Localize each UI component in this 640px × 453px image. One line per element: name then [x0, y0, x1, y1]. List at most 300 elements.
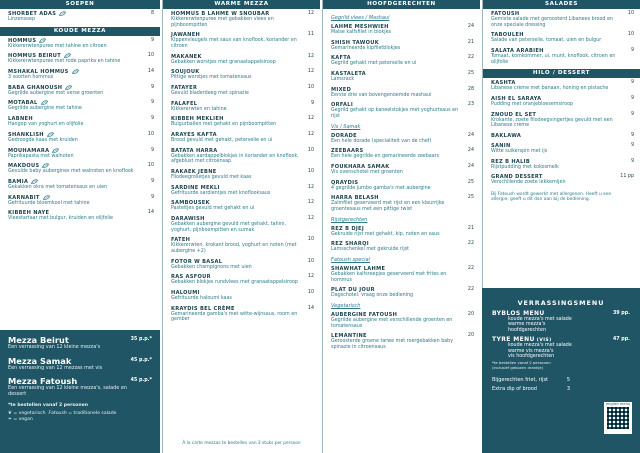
item-price: 9 — [150, 100, 154, 106]
menu-item — [171, 274, 314, 286]
item-name: GRAND DESSERT — [491, 174, 543, 181]
item-description: Pasteitjes gevuld met gehakt en ui — [171, 206, 255, 212]
item-description: Paprikapasta met walnoten — [8, 153, 74, 159]
item-description: Gefrituurde bloemkool met tahine — [8, 200, 90, 206]
menu-item — [491, 174, 634, 186]
item-price: 12 — [307, 200, 314, 206]
menu-item — [171, 200, 314, 212]
item-price: 25 — [467, 179, 474, 185]
item-name: FATAYER — [171, 84, 198, 91]
item-price: 10 — [307, 84, 314, 90]
menu-item — [171, 237, 314, 254]
salades-list — [483, 9, 640, 65]
item-description: Gebakken blokjes rundvlees met granaatappelsiroop — [171, 280, 298, 286]
item-name: RAKAEK JEBNE — [171, 168, 217, 175]
menu-item — [491, 133, 634, 139]
menu-item — [331, 312, 474, 329]
menu-item — [331, 102, 474, 119]
item-name: KRAYDIS BEL CRÈME — [171, 305, 235, 312]
item-name: MAKANEK — [171, 53, 202, 60]
vegetarian-leaf-icon — [64, 53, 71, 58]
surprise-menu-line: koude mezza's met salade — [508, 317, 572, 322]
english-menu-qr[interactable] — [604, 402, 632, 434]
item-name: KIBBEH MEKLIEH — [171, 116, 224, 123]
item-description: Libanese crème met banaan, honing en pistache — [491, 86, 609, 92]
item-price: 25 — [467, 71, 474, 77]
item-price: 24 — [467, 148, 474, 154]
mezza-menu — [8, 357, 152, 372]
mezza-price: 35 p.p.* — [130, 337, 152, 342]
mezza-description: Een verrassing van 12 mezzas met vis — [8, 364, 103, 371]
item-description: Bulgurballen met gehakt en pijnboompitten — [171, 122, 277, 128]
item-name: ZEEBAARS — [331, 148, 364, 155]
item-name: HARRA BELASH — [331, 195, 379, 202]
item-description: Lamsrack — [331, 77, 355, 83]
item-price: 9 — [630, 80, 634, 86]
legend — [8, 411, 152, 423]
item-name: AISH EL SARAYA — [491, 95, 542, 102]
vegetarian-leaf-icon — [65, 85, 72, 90]
qr-code-icon — [607, 407, 629, 429]
item-name: HALOUMI — [171, 289, 200, 296]
item-description: Lamsschenkel met gekruide rijst — [331, 247, 410, 253]
item-price: 10 — [627, 11, 634, 16]
item-description: Gemarineerde kipfiletblokjes — [331, 45, 401, 51]
surprise-menu-title: BYBLOS MENU — [492, 310, 545, 317]
item-price: 25 — [467, 195, 474, 201]
item-price: 12 — [307, 116, 314, 122]
legend-trad: = traditionele salade — [68, 411, 117, 417]
surprise-menu-sub: (VIS) — [534, 338, 552, 344]
menu-item — [171, 69, 314, 81]
menu-item — [171, 11, 314, 28]
item-price: 24 — [467, 132, 474, 138]
item-name: REZ B DJEJ — [331, 225, 365, 232]
item-description: Een hele gegrilde en gemarineerde zeebaars — [331, 154, 440, 160]
section-header-salades: SALADES — [483, 0, 640, 9]
item-price: 8 — [150, 11, 154, 16]
item-name: LEMANTINE — [331, 333, 367, 340]
item-description: Eerste drie van bovengenoemde mashaui — [331, 92, 432, 98]
menu-item — [8, 179, 154, 191]
item-description: Hangop van yoghurt en olijfolie — [8, 122, 84, 128]
allergy-note: Bij Fatoush wordt gewerkt met allergenen. Heeft u een allergie, geeft u dit dan aan bij de bediening. — [491, 192, 612, 203]
menu-item — [8, 53, 154, 65]
mezza-description: Een verrassing van 12 kleine mezza's — [8, 344, 101, 350]
item-name: SARDINE MEKLI — [171, 184, 220, 191]
item-description: Verschillende zoete lekkernijen — [491, 180, 566, 186]
item-name: SHAWHAT LAHME — [331, 266, 386, 273]
menu-item — [171, 259, 314, 271]
item-price: 9 — [310, 100, 314, 106]
legend-vegan: = vegan — [13, 417, 33, 423]
menu-item — [331, 24, 474, 36]
item-name: RAS ASFOUR — [171, 274, 211, 281]
item-price: 10 — [307, 289, 314, 295]
item-name: REZ B HALIB — [491, 158, 531, 165]
item-description: Een hele dorade (specialiteit van de chef) — [331, 138, 432, 144]
menu-item — [331, 287, 474, 299]
item-name: DARAWISH — [171, 216, 205, 223]
item-description: Pittige worstjes met tomatensaus — [171, 75, 252, 81]
verrassing-note1: *te bestellen vanaf 2 personen — [492, 360, 551, 366]
subsection-title: Rijstgerechten — [331, 216, 368, 223]
menu-item — [8, 11, 154, 23]
menu-item — [331, 241, 474, 253]
item-name: SANIN — [491, 143, 511, 149]
item-price: 10 — [307, 258, 314, 264]
menu-item — [491, 80, 634, 92]
surprise-menu-price: 39 pp. — [612, 311, 630, 316]
menu-item — [331, 40, 474, 52]
item-name: BAMIA — [8, 179, 140, 185]
item-price: 20 — [467, 333, 474, 339]
hoofdgerechten-list — [323, 9, 480, 351]
vegetarian-leaf-icon — [52, 148, 59, 153]
item-price: 22 — [467, 266, 474, 272]
menu-item — [491, 159, 634, 171]
item-price: 12 — [307, 274, 314, 280]
item-price: 23 — [467, 102, 474, 108]
item-description: Brood gevuld met gehakt, peterselie en ui — [171, 138, 273, 143]
item-name: SHISH TAWOUK — [331, 39, 379, 46]
item-description: Gebakken aubergine gevuld met gehakt, tahini, yoghurt, pijnboompitten en sumak — [171, 222, 286, 233]
item-description: Gebakken kalfsreepjes geserveerd met frites en hommus — [331, 272, 447, 283]
item-name: BAKLAWA — [491, 132, 522, 139]
mezza-menu — [8, 377, 152, 397]
item-description: Gebakken aardappelblokjes in koriander en knoflook, afgeblust met citroensap — [171, 153, 299, 165]
menu-item — [8, 148, 154, 160]
item-price: 10 — [307, 168, 314, 174]
item-name: KAFTA — [331, 55, 351, 62]
mezza-description: Een verrassing van 12 kleine mezza's, salade en dessert — [8, 385, 127, 397]
extras-list — [482, 377, 640, 392]
menu-item — [8, 38, 154, 50]
item-price: 9 — [630, 132, 634, 138]
item-name: QRAYDIS — [331, 179, 359, 186]
item-name: PLAT DU JOUR — [331, 287, 375, 294]
item-description: Gedroogde kaas met kruiden — [8, 137, 78, 143]
menu-item — [171, 116, 314, 128]
vegetarian-leaf-icon — [43, 195, 50, 200]
surprise-menu-line: warme vis mezza's — [508, 348, 554, 354]
menu-item — [8, 85, 154, 97]
item-name: FALAFEL — [171, 100, 198, 107]
item-price: 11 — [307, 32, 314, 38]
section-header-soepen: SOEPEN — [0, 0, 160, 9]
legend-fatoush: Fatoush — [48, 411, 67, 417]
item-description: 3 soorten hommus — [8, 75, 54, 81]
verrassing-note2: (inclusief gekozen drankje) — [492, 365, 544, 371]
subsection-title: Fatoush special — [331, 257, 370, 264]
mezza-note: *te bestellen vanaf 2 personen — [8, 403, 88, 409]
vegetarian-leaf-icon — [41, 100, 48, 105]
item-description: Gekruide rijst met gehakt, kip, noten en saus — [331, 231, 440, 237]
subsection-title: Vegetarisch — [331, 303, 361, 310]
item-price: 9 — [630, 111, 634, 117]
item-description: 4 gegrilde jumbo gamba's met aubergine — [331, 185, 431, 191]
surprise-menu — [492, 336, 630, 359]
item-price: 20 — [467, 312, 474, 318]
item-price: 24 — [467, 24, 474, 29]
menu-item — [331, 55, 474, 67]
item-name: MSHAKAL HOMMUS — [8, 69, 140, 75]
item-description: Gegrilde aubergine met verschillende groenten en tomatensaus — [331, 318, 453, 329]
item-description: Gegrilde aubergine met tahine — [8, 106, 82, 112]
item-price: 28 — [467, 86, 474, 92]
item-price: 14 — [147, 210, 154, 216]
item-price: 14 — [147, 69, 154, 75]
item-price: 10 — [147, 53, 154, 59]
column-hoofdgerechten — [322, 0, 480, 453]
vegetarian-leaf-icon — [42, 163, 49, 168]
menu-item — [171, 132, 314, 144]
item-name: MAKDOUS — [8, 163, 140, 169]
item-description: Kikkererwten en tahine — [171, 106, 227, 112]
menu-item — [171, 85, 314, 97]
item-description: Gefrituurde haloumi kaas — [171, 295, 232, 301]
qr-label: english menu — [605, 402, 631, 406]
item-description: Geroosterde groene tarwe met roergebakken baby spinazie in citroensaus — [331, 339, 454, 350]
extra-item — [492, 386, 630, 392]
menu-item — [8, 195, 154, 207]
column-warme-mezza — [162, 0, 320, 453]
item-price: 9 — [630, 47, 634, 53]
mezza-title: Mezza Fatoush — [8, 376, 78, 387]
mezza-menu — [8, 336, 152, 351]
mezza-price: 45 p.p.* — [130, 378, 152, 384]
mezza-menus-box — [0, 330, 160, 453]
item-description: Gekakken okra met tomatensaus en uien — [8, 184, 108, 190]
warme-footnote: À la carte mezzas te bestellen van 3 stuks per persoon — [182, 441, 301, 446]
menu-item — [491, 112, 634, 129]
item-price: 10 — [147, 131, 154, 137]
item-name: FATEH — [171, 237, 191, 244]
item-description: Kikkererwtenpuree met gebakken vlees en pijnboompitten — [171, 17, 274, 28]
menu-item — [171, 290, 314, 302]
menu-item — [171, 54, 314, 66]
item-price: 10 — [307, 147, 314, 153]
section-header-hoofdgerechten: HOOFDGERECHTEN — [323, 0, 480, 9]
item-price: 9 — [150, 37, 154, 43]
item-price: 9 — [150, 194, 154, 200]
item-price: 22 — [467, 287, 474, 293]
item-name: SHANKLISH — [8, 132, 140, 138]
menu-item — [491, 96, 634, 108]
surprise-menu — [492, 310, 630, 333]
item-name: KIBBEH NAYE — [8, 210, 50, 217]
menu-item — [171, 101, 314, 113]
item-name: SALATA ARABIEH — [491, 47, 544, 54]
surprise-menu-line: koude mezza's met salade — [508, 343, 572, 349]
item-name: ORFALI — [331, 102, 354, 109]
item-description: Filodeegrolletjes gevuld met kaas — [171, 174, 252, 180]
vegetarian-leaf-icon — [39, 38, 46, 43]
surprise-menu-line: hoofdgerechten — [508, 327, 547, 333]
item-price: 10 — [147, 163, 154, 169]
surprise-menu-line: vis hoofdgerechten — [508, 354, 555, 360]
item-price: 9 — [150, 84, 154, 90]
item-price: 9 — [630, 143, 634, 148]
menu-item — [8, 132, 154, 144]
item-price: 9 — [150, 116, 154, 122]
subsection-title: Vis / Samak — [331, 123, 361, 130]
item-price: 21 — [467, 225, 474, 231]
item-name: HOMMUS — [8, 38, 140, 44]
verrassing-notes — [492, 361, 632, 370]
vegetarian-leaf-icon — [72, 69, 79, 74]
item-name: LABNEH — [8, 116, 33, 123]
menu-item — [331, 195, 474, 212]
menu-item — [8, 69, 154, 81]
item-description: Gebakken worstjes met granaatappelsiroop — [171, 59, 276, 65]
item-name: ARAYES KAFTA — [171, 132, 217, 138]
item-price: 12 — [307, 184, 314, 190]
item-price: 12 — [307, 69, 314, 75]
menu-item — [171, 169, 314, 181]
item-price: 9 — [630, 95, 634, 101]
item-name: MIXED — [331, 86, 352, 93]
extra-label: Bijgerechten friet, rijst — [492, 376, 549, 383]
item-name: BATATA HARRA — [171, 147, 218, 154]
item-description: Dagschotel: vraag onze bediening — [331, 293, 414, 299]
verrassingsmenu-box — [482, 288, 640, 453]
surprise-menu-price: 47 pp. — [612, 337, 630, 343]
item-description: Gegrilde aubergine met verse groenten — [8, 90, 104, 96]
item-name: MOTABAL — [8, 100, 140, 106]
item-description: Gevulde baby aubergines met walnoten en knoflook — [8, 169, 134, 175]
item-price: 12 — [307, 216, 314, 222]
extra-price: 5 — [566, 376, 570, 383]
item-name: FOUKHARA SAMAK — [331, 164, 390, 171]
menu-item — [331, 87, 474, 99]
item-description: Krokante, zoete filodeegvingertjes gevuld met een Libanese crème — [491, 117, 613, 129]
menu-item — [331, 164, 474, 176]
item-description: Vis ovenschotel met groenten — [331, 170, 403, 176]
menu-item — [331, 266, 474, 283]
menu-item — [491, 11, 634, 28]
item-price: 21 — [467, 39, 474, 45]
leaf-icon: ❦ — [8, 411, 12, 417]
extra-price: 3 — [566, 385, 570, 392]
item-price: 10 — [307, 237, 314, 243]
item-price: 12 — [307, 132, 314, 137]
item-name: FATOUSH — [491, 11, 520, 17]
item-description: Gevuld bladerdeeg met spinazie — [171, 90, 249, 96]
item-description: Kikkererwtenpuree met rode paprika en tahine — [8, 59, 121, 65]
verrassingsmenu-title: VERRASSINGSMENU — [517, 299, 605, 307]
item-name: HOMMUS B LAHME W SNOUBAR — [171, 11, 270, 17]
vegetarian-leaf-icon — [59, 11, 66, 16]
item-price: 11 pp — [620, 174, 634, 180]
menu-item — [331, 180, 474, 192]
vegan-icon: ❧ — [8, 417, 12, 423]
menu-item — [491, 143, 634, 155]
item-description: Kikkererwten, krokant brood, yoghurt en noten (met aubergine +2) — [171, 243, 297, 254]
item-name: REZ SHARQI — [331, 241, 369, 248]
menu-item — [331, 71, 474, 83]
item-description: Kippenvleugels met saus van knoflook, koriander en citroen — [171, 38, 297, 49]
menu-item — [171, 306, 314, 323]
menu-item — [171, 148, 314, 165]
item-description: Pudding met oranjebloesemsiroop — [491, 101, 574, 107]
menu-item — [171, 216, 314, 233]
item-description: Rijstpudding met kokosmelk — [491, 164, 559, 170]
item-name: DORADE — [331, 132, 357, 139]
item-description: Vleestartaar met bulgur, kruiden en olijfolie — [8, 216, 113, 222]
menu-item — [491, 32, 634, 44]
mezza-price: 45 p.p.* — [130, 357, 152, 363]
koude-mezza-list — [0, 36, 160, 222]
mezza-list — [0, 336, 160, 397]
item-name: KASHTA — [491, 80, 516, 87]
item-price: 22 — [467, 55, 474, 61]
subsection-title: Gegrild vlees / Mashaui — [331, 15, 390, 21]
extra-label: Extra dip of brood — [492, 385, 537, 392]
mezza-title: Mezza Beirut — [8, 335, 69, 345]
item-price: 9 — [630, 158, 634, 164]
soepen-list — [0, 9, 160, 23]
item-description: Gemarineerde gamba's met witte-wijnsaus, room en gember — [171, 311, 298, 323]
item-name: FOTOR W BASAL — [171, 258, 223, 265]
item-name: HOMMUS BEIRUT — [8, 53, 140, 59]
item-price: 22 — [467, 241, 474, 247]
legend-veg: = vegetarisch — [13, 411, 46, 417]
item-description: Linzensoep — [8, 17, 35, 22]
dessert-list — [483, 78, 640, 186]
menu-item — [8, 210, 154, 222]
item-name: TABOULEH — [491, 32, 524, 39]
surprise-menu-line: warme mezza's — [508, 322, 546, 328]
item-price: 14 — [307, 305, 314, 311]
item-description: Gefrituurde sardientjes met knoflooksaus — [171, 190, 271, 196]
item-description: Tomaat, komkommer, ui, munt, knoflook, citroen en olijfolie — [491, 53, 616, 65]
item-name: AUBERGINE FATOUSH — [331, 312, 398, 319]
item-price: 24 — [467, 164, 474, 170]
vegetarian-leaf-icon — [47, 132, 54, 137]
menu-item — [331, 226, 474, 238]
verrassingsmenu-list — [482, 310, 640, 359]
item-name: LAHME MESHWIEH — [331, 24, 389, 30]
section-header-warme-mezza: WARME MEZZA — [163, 0, 320, 9]
menu-item — [8, 100, 154, 112]
surprise-menu-title: TYRE MENU (VIS) — [492, 336, 552, 344]
item-name: MOUHAMARA — [8, 148, 140, 154]
menu-item — [171, 185, 314, 197]
menu-item — [331, 333, 474, 350]
section-header-koude-mezza: KOUDE MEZZA — [0, 27, 160, 36]
item-name: KASTALETA — [331, 71, 367, 78]
item-price: 9 — [150, 178, 154, 184]
item-name: SHORBET ADAS — [8, 11, 140, 17]
item-name: KARNABIT — [8, 195, 140, 201]
extra-item — [492, 377, 630, 383]
item-description: Gemixte salade met geroosterd Libanees brood en onze speciale dressing — [491, 17, 613, 28]
item-name: BABA GHANOUSH — [8, 85, 140, 91]
section-header-dessert: HILO / DESSERT — [483, 69, 640, 78]
item-description: Malse kalfsfilet in blokjes — [331, 30, 392, 35]
item-description: Gegrild gehakt op kaneelstokjes met yoghurtsaus en rijst — [331, 108, 459, 120]
warme-mezza-list — [163, 9, 320, 323]
item-name: ZNOUD EL SET — [491, 111, 537, 118]
item-price: 9 — [150, 147, 154, 153]
mezza-title: Mezza Samak — [8, 355, 72, 366]
menu-item — [331, 133, 474, 145]
item-price: 12 — [307, 53, 314, 59]
menu-item — [8, 163, 154, 175]
item-description: Salade van peterselie, tomaat, uien en bulgur — [491, 38, 602, 44]
item-description: Zalmfilet geserveerd met rijst en een kleurrijke groentesaus met een pittige twist — [331, 201, 445, 213]
